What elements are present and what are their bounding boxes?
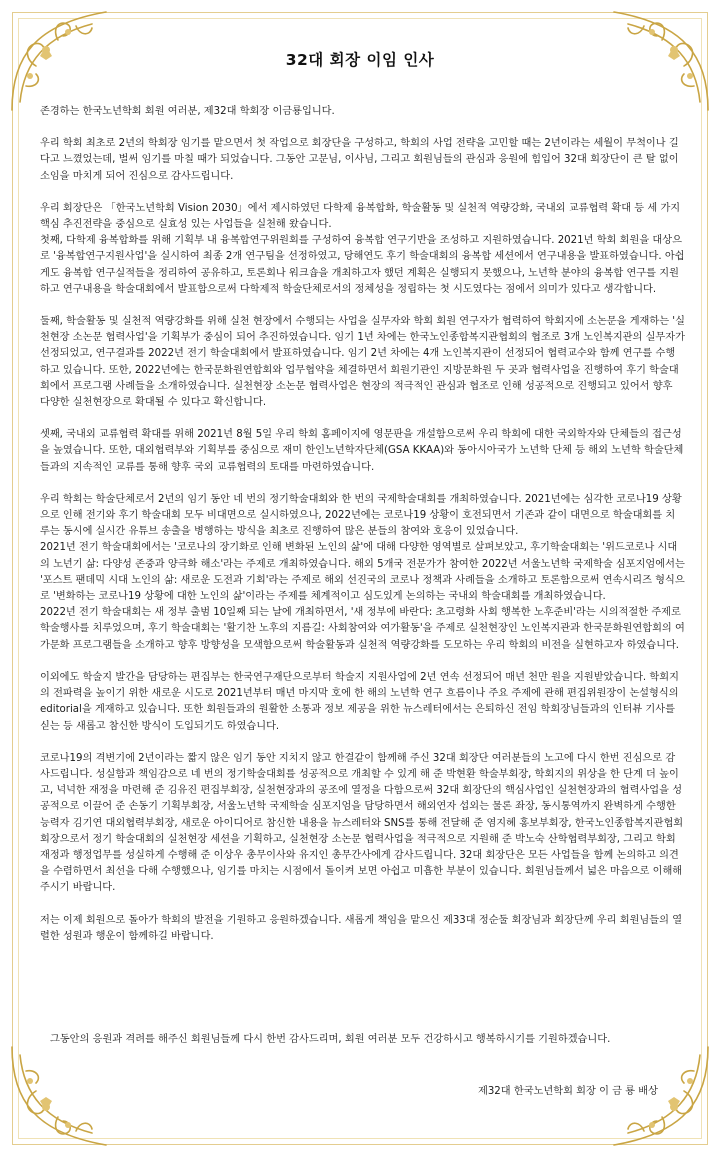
conference-2021-paragraph: 2021년 전기 학술대회에서는 '코로나의 장기화로 인해 변화된 노인의 삶'에 대해 다양한 영역별로 살펴보았고, 후기학술대회는 '위드코로나 시대의 노년기 삶: 다양성 존중과 양극화 해소'라는 주제로 개최하였습니다. 해외 5개국 전문가가 참여한 2022년 서울노년학 국제학술 심포지엄에서는 '포스트 팬데믹 시대 노인의 삶: 새로운 도전과 기회'라는 주제로 해외 선진국의 코로나 정책과 사례들을 소개하고 토론함으로써 연속시리즈 형식으로 '변화하는 코로나19 상황에 대한 노인의 삶'이라는 주제를 체계적이고 심도있게 논의하는 국내외 학술대회를 개최하였습니다. bbox=[40, 542, 685, 603]
first-strategy-paragraph: 첫째, 다학제 융복합화를 위해 기획부 내 융복합연구위원회를 구성하여 융복합 연구기반을 조성하고 지원하였습니다. 2021년 학회 회원을 대상으로 '융복합연구지원사업'을 실시하여 최종 2개 연구팀을 선정하였고, 당해연도 후기 학술대회의 융복합 세션에서 연구내용을 발표하였습니다. 아쉽게도 융복합 연구실적들을 정리하여 공유하고, 토론회나 워크숍을 개최하고자 했던 계획은 실행되지 못했으나, 노년학 분야의 융복합 연구를 지원하고 연구내용을 학술대회에서 발표함으로써 다학제적 학술단체로서의 정체성을 정립하는 첫 시도였다는 점에서 의미가 있다고 생각합니다. bbox=[40, 235, 685, 295]
conference-paragraph: 우리 학회는 학술단체로서 2년의 임기 동안 네 번의 정기학술대회와 한 번의 국제학술대회를 개최하였습니다. 2021년에는 심각한 코로나19 상황으로 인해 전기와 후기 학술대회 모두 비대면으로 실시하였으나, 2022년에는 코로나19 상황이 호전되면서 기존과 같이 대면으로 학술대회를 치루는 동시에 실시간 유튜브 송출을 병행하는 방식을 최초로 진행하여 많은 분들의 참여와 호응이 있었습니다. bbox=[40, 493, 682, 538]
farewell-paragraph: 저는 이제 회원으로 돌아가 학회의 발전을 기원하고 응원하겠습니다. 새롭게 책임을 맡으신 제33대 정순둘 회장님과 회장단께 우리 회원님들의 열렬한 성원과 행운이 함께하길 바랍니다. bbox=[40, 914, 683, 942]
closing-line: 그동안의 응원과 격려를 해주신 회원님들께 다시 한번 감사드리며, 회원 여러분 모두 건강하시고 행복하시기를 기원하겠습니다. bbox=[50, 1034, 611, 1045]
signature-line: 제32대 한국노년학회 회장 이 금 룡 배상 bbox=[477, 1086, 658, 1097]
intro-paragraph: 우리 학회 최초로 2년의 학회장 임기를 맡으면서 첫 작업으로 회장단을 구성하고, 학회의 사업 전략을 고민할 때는 2년이라는 세월이 무척이나 길다고 느꼈었는데, 벌써 임기를 마칠 때가 되었습니다. 그동안 고문님, 이사님, 그리고 회원님들의 관심과 응원에 힘입어 32대 회장단이 큰 탈 없이 소임을 마치게 되어 진심으로 감사드립니다. bbox=[40, 138, 679, 182]
letter-title: 32대 회장 이임 인사 bbox=[285, 51, 435, 69]
conference-2022-paragraph: 2022년 전기 학술대회는 새 정부 출범 10일째 되는 날에 개최하면서, '새 정부에 바란다: 초고령화 사회 행복한 노후준비'라는 시의적절한 주제로 학술행사를 치루었으며, 후기 학술대회는 '활기찬 노후의 지름길: 사회참여와 여가활동'을 주제로 실천현장인 노인복지관과 한국문화원연합회의 여가문화 프로그램들을 소개하고 향후 방향성을 모색함으로써 학술활동과 실천적 역량강화를 도모하는 우리 학회의 비전을 실현하고자 하였습니다. bbox=[40, 607, 685, 651]
floral-corner-bottom-left-icon bbox=[6, 1041, 116, 1151]
strategy-paragraph: 우리 회장단은 「한국노년학회 Vision 2030」에서 제시하였던 다학제 융복합화, 학술활동 및 실천적 역량강화, 국내외 교류협력 확대 등 세 가지 핵심 추진전략을 중심으로 실효성 있는 사업들을 실천해 왔습니다. bbox=[40, 202, 681, 231]
letter-body bbox=[40, 104, 685, 961]
greeting-paragraph: 존경하는 한국노년학회 회원 여러분, 제32대 학회장 이금룡입니다. bbox=[40, 106, 335, 117]
thanks-paragraph: 코로나19의 격변기에 2년이라는 짧지 않은 임기 동안 지치지 않고 한결같이 함께해 주신 32대 회장단 여러분들의 노고에 다시 한번 진심으로 감사드립니다. 성실함과 책임감으로 네 번의 정기학술대회를 성공적으로 개최할 수 있게 해 준 박현환 학술부회장, 학회지의 위상을 한 단계 더 높이고, 넉넉한 재정을 마련해 준 김유진 편집부회장, 실천현장과의 공조에 열정을 다함으로써 32대 회장단의 핵심사업인 실천현장과의 협력사업을 성공적으로 이끌어 준 손동기 기획부회장, 서울노년학 국제학술 심포지엄을 담당하면서 해외연자 섭외는 물론 좌장, 동시통역까지 완벽하게 수행한 능력자 김기연 대외협력부회장, 새로운 아이디어로 참신한 내용을 뉴스레터와 SNS를 통해 전달해 준 염지혜 홍보부회장, 한국노인종합복지관협회 회장으로서 정기 학술대회의 실천현장 세션을 기획하고, 실천현장 소논문 협력사업을 적극적으로 지원해 준 박노숙 산학협력부회장, 그리고 학회 재정과 행정업무를 성실하게 수행해 준 이상우 총무이사와 유지인 총무간사에게 감사드립니다. 32대 회장단은 모든 사업들을 함께 논의하고 의견을 수렴하면서 최선을 다해 수행했으나, 임기를 마치는 시점에서 돌이켜 보면 아쉽고 미흡한 부분이 있습니다. 회원님들께서 넓은 마음으로 이해해 주시기 바랍니다. bbox=[40, 752, 684, 894]
third-strategy-paragraph: 셋째, 국내외 교류협력 확대를 위해 2021년 8월 5일 우리 학회 홈페이지에 영문판을 개설함으로써 우리 학회에 대한 국외학자와 단체들의 접근성을 높였습니다. 또한, 대외협력부와 기획부를 중심으로 재미 한인노년학자단체(GSA KKAA)와 동아시아국가 노년학 단체 등 해외 노년학 학술단체들과의 지속적인 교류를 통해 향후 국외 교류협력의 토대를 마련하였습니다. bbox=[40, 429, 684, 473]
journal-paragraph: 이외에도 학술지 발간을 담당하는 편집부는 한국연구재단으로부터 학술지 지원사업에 2년 연속 선정되어 매년 천만 원을 지원받았습니다. 학회지의 전파력을 높이기 위한 새로운 시도로 2021년부터 매년 마지막 호에 한 해의 노년학 연구 흐름이나 주요 주제에 관해 편집위원장이 논설형식의 editorial을 게재하고 있습니다. 또한 회원들과의 원활한 소통과 정보 제공을 위한 뉴스레터에서는 은퇴하신 전임 학회장님들과의 인터뷰 기사를 싣는 등 새롭고 참신한 방식이 도입되기도 하였습니다. bbox=[40, 671, 679, 732]
second-strategy-paragraph: 둘째, 학술활동 및 실천적 역량강화를 위해 실천 현장에서 수행되는 사업을 실무자와 학회 회원 연구자가 협력하여 학회지에 소논문을 게재하는 '실천현장 소논문 협력사업'을 기획부가 중심이 되어 추진하였습니다. 임기 1년 차에는 한국노인종합복지관협회의 협조로 3개 노인복지관의 실무자가 선정되었고, 연구결과를 2022년 전기 학술대회에서 발표하였습니다. 임기 2년 차에는 4개 노인복지관이 선정되어 협력교수와 함께 연구를 수행하고 있습니다. 또한, 2022년에는 한국문화원연합회와 업무협약을 체결하면서 회원기관인 지방문화원 두 곳과 협력사업을 진행하여 후기 학술대회에서 프로그램 사례들을 소개하였습니다. 실천현장 소논문 협력사업은 현장의 적극적인 관심과 협조로 인해 성공적으로 진행되고 있어서 향후 다양한 실천현장으로 확대될 수 있다고 확신합니다. bbox=[40, 316, 685, 409]
